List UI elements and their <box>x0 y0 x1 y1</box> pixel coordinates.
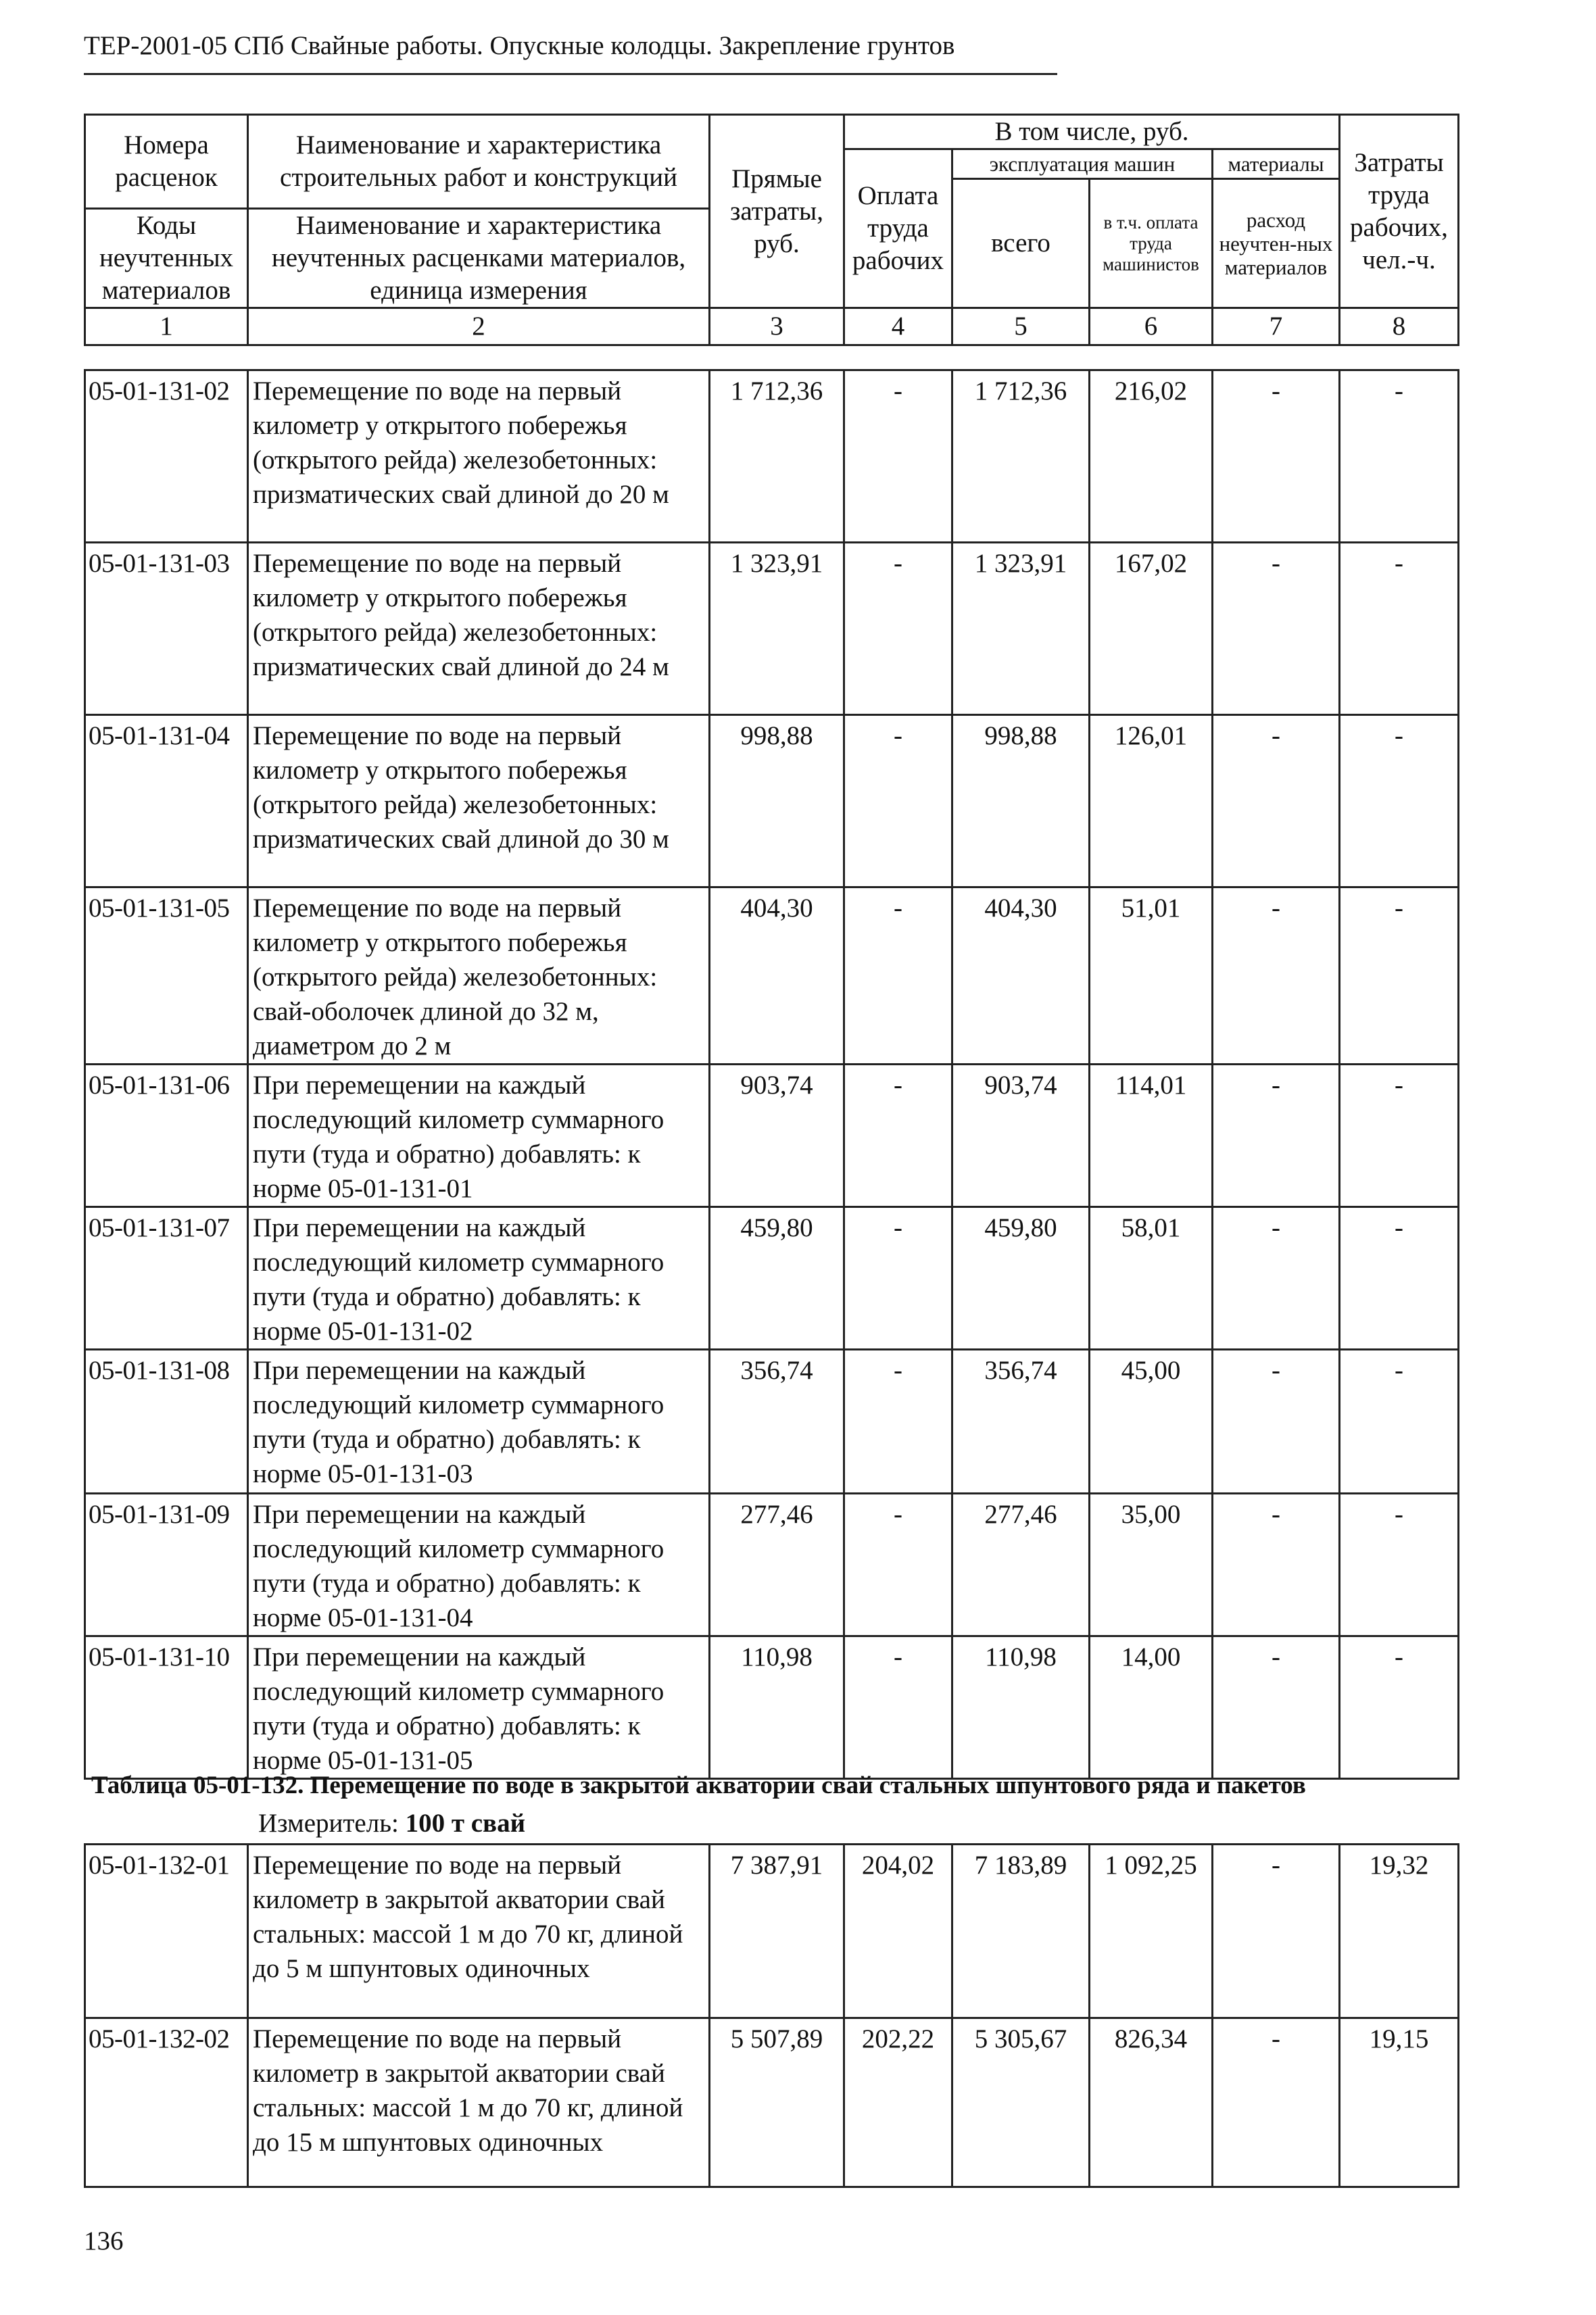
machine-cost: 1 712,36 <box>952 370 1090 543</box>
work-name: Перемещение по воде на первый километр в закрытой акватории свай стальных: массой 1 м до 70 кг, длиной до 5 м шпунтовых одиночных <box>248 1845 710 2018</box>
operator-pay: 1 092,25 <box>1090 1845 1213 2018</box>
machine-cost: 459,80 <box>952 1207 1090 1350</box>
rate-code: 05-01-131-08 <box>85 1350 248 1494</box>
machine-cost: 998,88 <box>952 715 1090 887</box>
operator-pay: 35,00 <box>1090 1494 1213 1636</box>
labor-hours: - <box>1340 1636 1459 1779</box>
worker-pay: 202,22 <box>844 2018 952 2187</box>
col-unaccounted-materials-header: расход неучтен-ных материалов <box>1213 179 1340 308</box>
worker-pay: - <box>844 543 952 715</box>
column-number: 6 <box>1090 308 1213 345</box>
direct-cost: 110,98 <box>710 1636 844 1779</box>
materials-cost: - <box>1213 1494 1340 1636</box>
measure-label: Измеритель: <box>258 1809 399 1838</box>
work-name: При перемещении на каждый последующий километр суммарного пути (туда и обратно) добавлять: к норме 05-01-131-05 <box>248 1636 710 1779</box>
work-name: При перемещении на каждый последующий километр суммарного пути (туда и обратно) добавлять: к норме 05-01-131-01 <box>248 1065 710 1207</box>
materials-cost: - <box>1213 370 1340 543</box>
rates-table-132 <box>84 1843 1459 2188</box>
worker-pay: - <box>844 370 952 543</box>
column-number: 3 <box>710 308 844 345</box>
col-machines-header: эксплуатация машин <box>952 149 1213 179</box>
table-caption: Таблица 05-01-132. Перемещение по воде в закрытой акватории свай стальных шпунтового ряда и пакетов <box>91 1772 1306 1799</box>
page-number: 136 <box>84 2226 124 2256</box>
machine-cost: 5 305,67 <box>952 2018 1090 2187</box>
materials-cost: - <box>1213 715 1340 887</box>
table-row <box>85 1845 1459 2018</box>
machine-cost: 277,46 <box>952 1494 1090 1636</box>
work-name: Перемещение по воде на первый километр у открытого побережья (открытого рейда) железобетонных: призматических свай длиной до 30 м <box>248 715 710 887</box>
worker-pay: 204,02 <box>844 1845 952 2018</box>
operator-pay: 167,02 <box>1090 543 1213 715</box>
work-name: При перемещении на каждый последующий километр суммарного пути (туда и обратно) добавлять: к норме 05-01-131-04 <box>248 1494 710 1636</box>
labor-hours: - <box>1340 715 1459 887</box>
direct-cost: 5 507,89 <box>710 2018 844 2187</box>
operator-pay: 126,01 <box>1090 715 1213 887</box>
rate-code: 05-01-131-02 <box>85 370 248 543</box>
col-work-name-header: Наименование и характеристика строительных работ и конструкций <box>248 115 710 209</box>
rate-code: 05-01-131-03 <box>85 543 248 715</box>
materials-cost: - <box>1213 887 1340 1065</box>
column-number: 4 <box>844 308 952 345</box>
col-rate-number-header: Номера расценок <box>85 115 248 209</box>
operator-pay: 826,34 <box>1090 2018 1213 2187</box>
col-material-code-header: Коды неучтенных материалов <box>85 209 248 308</box>
column-number-row <box>85 308 1459 345</box>
work-name: При перемещении на каждый последующий километр суммарного пути (туда и обратно) добавлять: к норме 05-01-131-03 <box>248 1350 710 1494</box>
work-name: При перемещении на каждый последующий километр суммарного пути (туда и обратно) добавлять: к норме 05-01-131-02 <box>248 1207 710 1350</box>
operator-pay: 58,01 <box>1090 1207 1213 1350</box>
rate-code: 05-01-132-01 <box>85 1845 248 2018</box>
column-number: 1 <box>85 308 248 345</box>
column-number: 2 <box>248 308 710 345</box>
labor-hours: - <box>1340 1207 1459 1350</box>
rate-code: 05-01-131-04 <box>85 715 248 887</box>
table-row <box>85 1207 1459 1350</box>
machine-cost: 110,98 <box>952 1636 1090 1779</box>
col-operator-pay-header: в т.ч. оплата труда машинистов <box>1090 179 1213 308</box>
direct-cost: 459,80 <box>710 1207 844 1350</box>
col-labor-hours-header: Затраты труда рабочих, чел.-ч. <box>1340 115 1459 308</box>
materials-cost: - <box>1213 1350 1340 1494</box>
labor-hours: - <box>1340 887 1459 1065</box>
operator-pay: 51,01 <box>1090 887 1213 1065</box>
labor-hours: 19,32 <box>1340 1845 1459 2018</box>
direct-cost: 356,74 <box>710 1350 844 1494</box>
labor-hours: - <box>1340 370 1459 543</box>
operator-pay: 114,01 <box>1090 1065 1213 1207</box>
direct-cost: 1 323,91 <box>710 543 844 715</box>
labor-hours: - <box>1340 1494 1459 1636</box>
direct-cost: 1 712,36 <box>710 370 844 543</box>
rate-code: 05-01-131-07 <box>85 1207 248 1350</box>
running-head-rule <box>84 73 1057 75</box>
rate-code: 05-01-131-06 <box>85 1065 248 1207</box>
worker-pay: - <box>844 887 952 1065</box>
worker-pay: - <box>844 1065 952 1207</box>
table-row <box>85 2018 1459 2187</box>
materials-cost: - <box>1213 1065 1340 1207</box>
worker-pay: - <box>844 1636 952 1779</box>
direct-cost: 7 387,91 <box>710 1845 844 2018</box>
rates-table-131 <box>84 369 1459 1780</box>
table-row <box>85 543 1459 715</box>
materials-cost: - <box>1213 2018 1340 2187</box>
col-machines-total-header: всего <box>952 179 1090 308</box>
worker-pay: - <box>844 1207 952 1350</box>
machine-cost: 903,74 <box>952 1065 1090 1207</box>
column-number: 5 <box>952 308 1090 345</box>
column-header-table <box>84 114 1459 346</box>
table-row <box>85 887 1459 1065</box>
operator-pay: 14,00 <box>1090 1636 1213 1779</box>
col-material-name-header: Наименование и характеристика неучтенных расценками материалов, единица измерения <box>248 209 710 308</box>
materials-cost: - <box>1213 543 1340 715</box>
table-row <box>85 1636 1459 1779</box>
rate-code: 05-01-131-09 <box>85 1494 248 1636</box>
materials-cost: - <box>1213 1845 1340 2018</box>
direct-cost: 404,30 <box>710 887 844 1065</box>
work-name: Перемещение по воде на первый километр в закрытой акватории свай стальных: массой 1 м до 70 кг, длиной до 15 м шпунтовых одиночных <box>248 2018 710 2187</box>
direct-cost: 277,46 <box>710 1494 844 1636</box>
labor-hours: - <box>1340 1350 1459 1494</box>
worker-pay: - <box>844 715 952 887</box>
col-group-header: В том числе, руб. <box>844 115 1340 149</box>
direct-cost: 903,74 <box>710 1065 844 1207</box>
operator-pay: 216,02 <box>1090 370 1213 543</box>
rate-code: 05-01-131-05 <box>85 887 248 1065</box>
table-row <box>85 1494 1459 1636</box>
direct-cost: 998,88 <box>710 715 844 887</box>
running-head: ТЕР-2001-05 СПб Свайные работы. Опускные колодцы. Закрепление грунтов <box>84 31 955 60</box>
materials-cost: - <box>1213 1207 1340 1350</box>
labor-hours: - <box>1340 1065 1459 1207</box>
rate-code: 05-01-131-10 <box>85 1636 248 1779</box>
machine-cost: 404,30 <box>952 887 1090 1065</box>
work-name: Перемещение по воде на первый километр у открытого побережья (открытого рейда) железобетонных: свай-оболочек длиной до 32 м, диаметром до 2 м <box>248 887 710 1065</box>
materials-cost: - <box>1213 1636 1340 1779</box>
machine-cost: 1 323,91 <box>952 543 1090 715</box>
measure-value: 100 т свай <box>405 1809 526 1838</box>
worker-pay: - <box>844 1494 952 1636</box>
table-row <box>85 370 1459 543</box>
labor-hours: - <box>1340 543 1459 715</box>
machine-cost: 356,74 <box>952 1350 1090 1494</box>
col-worker-pay-header: Оплата труда рабочих <box>844 149 952 308</box>
measure-line <box>258 1807 525 1840</box>
worker-pay: - <box>844 1350 952 1494</box>
operator-pay: 45,00 <box>1090 1350 1213 1494</box>
column-number: 7 <box>1213 308 1340 345</box>
table-row <box>85 1350 1459 1494</box>
col-direct-cost-header: Прямые затраты, руб. <box>710 115 844 308</box>
rate-code: 05-01-132-02 <box>85 2018 248 2187</box>
table-row <box>85 1065 1459 1207</box>
labor-hours: 19,15 <box>1340 2018 1459 2187</box>
machine-cost: 7 183,89 <box>952 1845 1090 2018</box>
column-number: 8 <box>1340 308 1459 345</box>
work-name: Перемещение по воде на первый километр у открытого побережья (открытого рейда) железобетонных: призматических свай длиной до 20 м <box>248 370 710 543</box>
table-row <box>85 715 1459 887</box>
col-materials-header: материалы <box>1213 149 1340 179</box>
work-name: Перемещение по воде на первый километр у открытого побережья (открытого рейда) железобетонных: призматических свай длиной до 24 м <box>248 543 710 715</box>
